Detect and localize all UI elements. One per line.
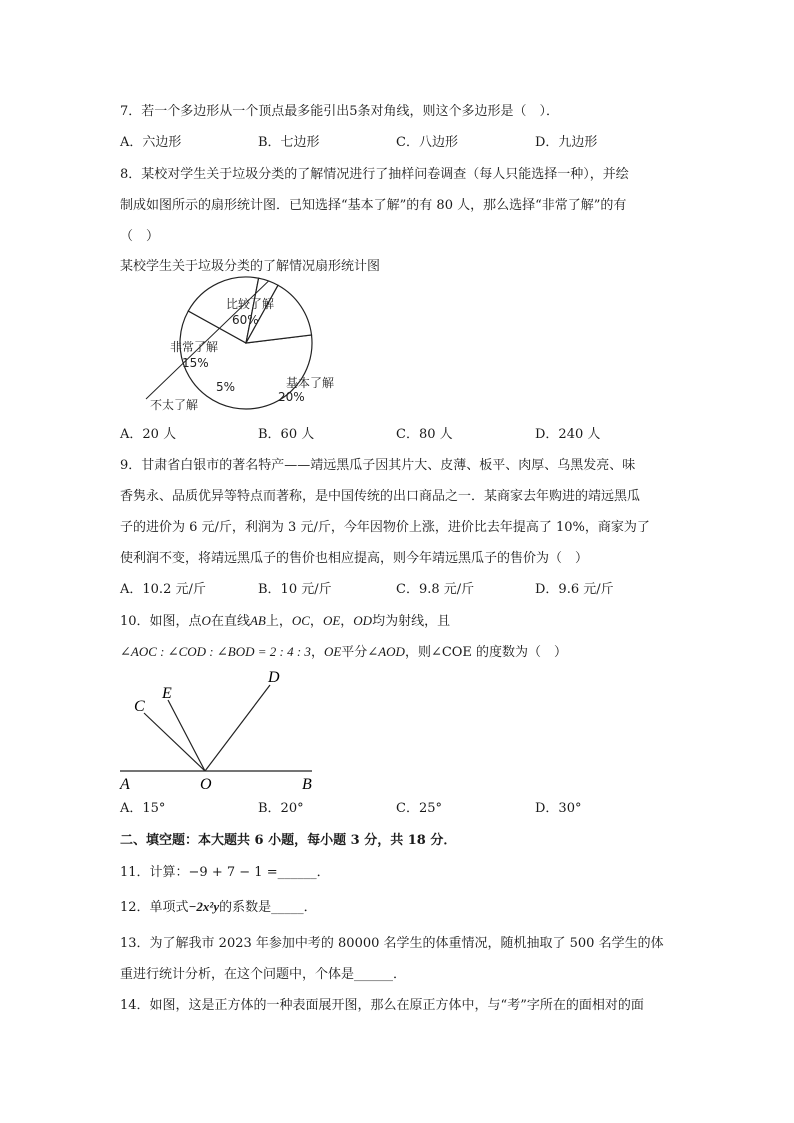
- q10-angle-ratio: ∠AOC : ∠COD : ∠BOD = 2 : 4 : 3: [120, 644, 311, 659]
- q10-ray-oe: OE: [323, 644, 342, 659]
- q10-line-2: [120, 643, 567, 662]
- q12-text: [120, 898, 317, 917]
- section-heading: 二、填空题：本大题共 6 小题，每小题 3 分，共 18 分．: [120, 833, 457, 848]
- label-a: A: [120, 776, 130, 793]
- q7-option-d: D．九边形: [535, 135, 598, 150]
- q9-line-4: 使利润不变，将靖远黑瓜子的售价也相应提高，则今年靖远黑瓜子的售价为（ ）: [120, 551, 589, 566]
- pie-percent-1: 60%: [232, 313, 259, 327]
- label-d: D: [268, 669, 280, 686]
- q10-line-ab: AB: [249, 613, 266, 628]
- pie-label-3: 不太了解: [150, 398, 199, 412]
- q9-line-3: 子的进价为 6 元/斤，利润为 3 元/斤，今年因物价上涨，进价比去年提高了 10%，商家为了: [120, 520, 650, 535]
- q9-option-a: A．10.2 元/斤: [120, 582, 206, 597]
- q9-option-c: C．9.8 元/斤: [396, 582, 475, 597]
- angle-figure: [110, 665, 330, 793]
- q10-option-a: A．15°: [120, 801, 166, 816]
- q10-text-d: 均为射线，且: [372, 614, 451, 629]
- pie-label-2: 基本了解: [286, 376, 335, 390]
- q10-text-c: 上，: [265, 614, 292, 629]
- q13-line-2: 重进行统计分析，在这个问题中，个体是______．: [120, 967, 407, 982]
- q10-option-d: D．30°: [535, 801, 582, 816]
- q10-text-bisect: 平分: [341, 645, 368, 660]
- label-b: B: [302, 776, 312, 793]
- label-e: E: [162, 685, 172, 702]
- pie-chart: [110, 252, 430, 422]
- q12-monomial: −2x²y: [188, 899, 220, 914]
- q11-text: 11．计算：−9 + 7 − 1 =______．: [120, 865, 330, 880]
- q9-option-b: B．10 元/斤: [258, 582, 332, 597]
- label-o: O: [200, 776, 212, 793]
- q10-point-o: O: [201, 613, 211, 628]
- label-c: C: [134, 698, 145, 715]
- q10-option-c: C．25°: [396, 801, 442, 816]
- q7-option-c: C．八边形: [396, 135, 458, 150]
- q10-ray-oc: OC: [291, 613, 310, 628]
- q10-comma: ，: [310, 645, 324, 660]
- ray-oe: [168, 700, 205, 771]
- q13-line-1: 13．为了解我市 2023 年参加中考的 80000 名学生的体重情况，随机抽取了 500 名学生的体: [120, 936, 664, 951]
- q8-option-a: A．20 人: [120, 427, 177, 442]
- q10-comma: ，: [340, 614, 354, 629]
- q9-line-2: 香隽永、品质优异等特点而著称，是中国传统的出口商品之一．某商家去年购进的靖远黑瓜: [120, 489, 641, 504]
- q7-option-b: B．七边形: [258, 135, 320, 150]
- q12-prefix: 12．单项式: [120, 900, 189, 915]
- ray-oc: [144, 713, 205, 771]
- q9-line-1: 9．甘肃省白银市的著名特产——靖远黑瓜子因其片大、皮薄、板平、肉厚、乌黑发亮、味: [120, 458, 636, 473]
- q10-text-a: 10．如图，点: [120, 614, 202, 629]
- pie-percent-4: 15%: [182, 356, 209, 370]
- q10-line-1: [120, 612, 450, 631]
- q8-option-d: D．240 人: [535, 427, 601, 442]
- pie-percent-2: 20%: [278, 390, 305, 404]
- q8-option-c: C．80 人: [396, 427, 453, 442]
- q14-line-1: 14．如图，这是正方体的一种表面展开图，那么在原正方体中，与“考”字所在的面相对的面: [120, 998, 644, 1013]
- q10-text-b: 在直线: [210, 614, 250, 629]
- q8-line-1: 8．某校对学生关于垃圾分类的了解情况进行了抽样问卷调查（每人只能选择一种），并绘: [120, 167, 629, 182]
- q8-line-3: （ ）: [120, 229, 160, 244]
- q10-option-b: B．20°: [258, 801, 304, 816]
- chart-title: 某校学生关于垃圾分类的了解情况扇形统计图: [120, 259, 381, 274]
- pie-label-4: 非常了解: [170, 340, 219, 354]
- q10-angle-aod: ∠AOD: [367, 644, 405, 659]
- pie-percent-3: 5%: [216, 380, 236, 394]
- q10-comma: ，: [309, 614, 323, 629]
- q8-line-2: 制成如图所示的扇形统计图．已知选择“基本了解”的有 80 人，那么选择“非常了解”的有: [120, 198, 627, 213]
- q8-option-b: B．60 人: [258, 427, 315, 442]
- q7-option-a: A．六边形: [120, 135, 182, 150]
- q9-option-d: D．9.6 元/斤: [535, 582, 614, 597]
- q10-question: ，则∠COE 的度数为（ ）: [404, 645, 568, 660]
- pie-label-1: 比较了解: [226, 297, 275, 311]
- q10-ray-oe: OE: [322, 613, 341, 628]
- q10-ray-od: OD: [353, 613, 373, 628]
- q7-stem: 7．若一个多边形从一个顶点最多能引出5条对角线，则这个多边形是（ ）．: [120, 104, 560, 119]
- ray-od: [205, 685, 270, 771]
- q12-suffix: 的系数是_____．: [219, 900, 317, 915]
